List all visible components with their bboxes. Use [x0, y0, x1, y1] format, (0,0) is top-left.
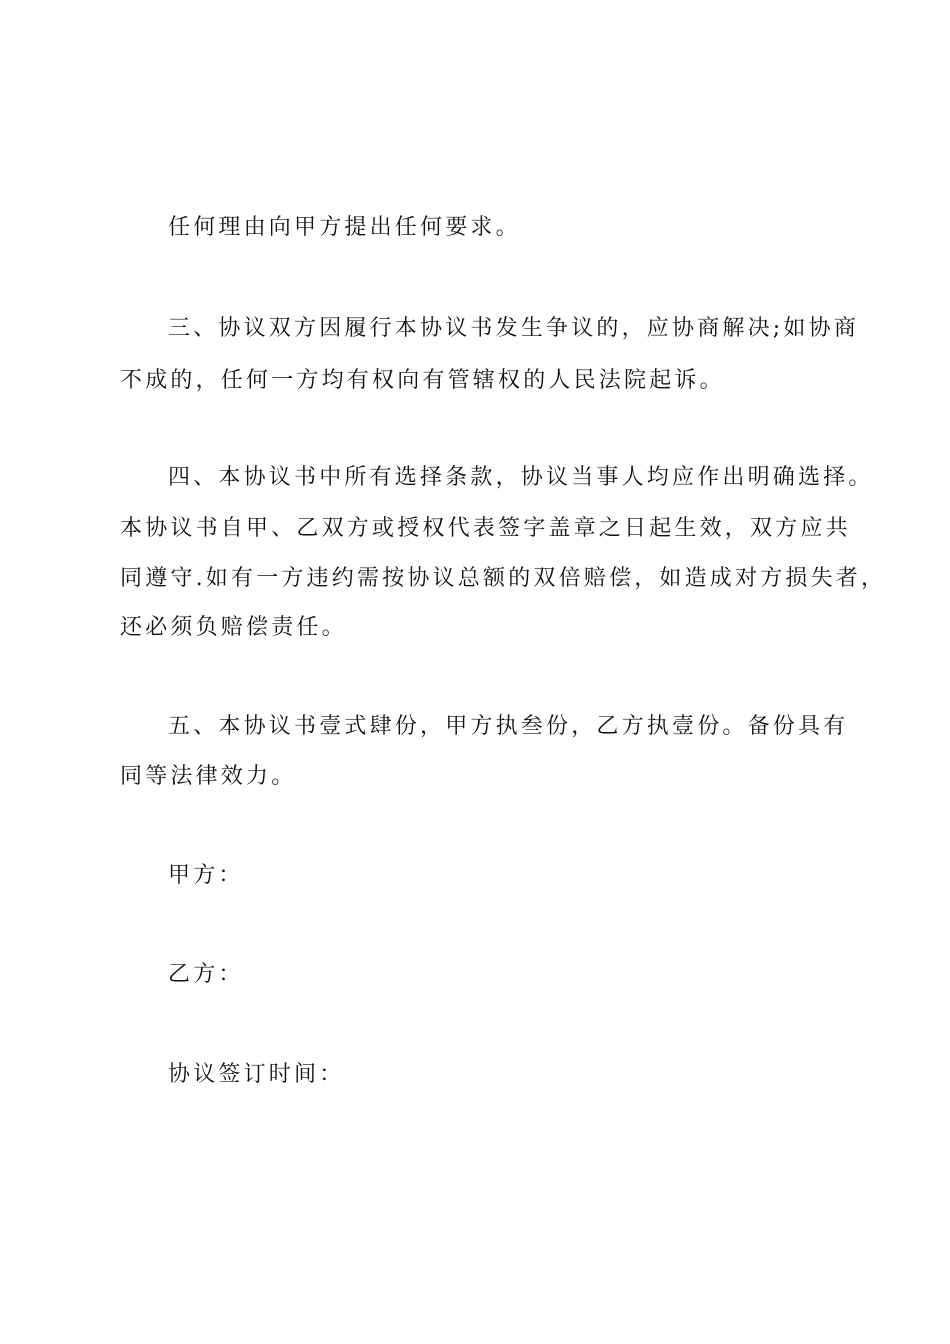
continuation-line: 任何理由向甲方提出任何要求。 [168, 215, 521, 240]
party-b-label: 乙方： [168, 962, 244, 987]
clause-5-line-1: 五、本协议书壹式肆份，甲方执叁份，乙方执壹份。备份具有 [168, 714, 849, 739]
clause-5-line-2: 同等法律效力。 [120, 764, 297, 789]
sign-date-label: 协议签订时间： [168, 1062, 345, 1087]
clause-4-line-3: 同遵守.如有一方违约需按协议总额的双倍赔偿，如造成对方损失者， [120, 566, 887, 591]
clause-3-line-1: 三、协议双方因履行本协议书发生争议的，应协商解决;如协商 [168, 316, 860, 341]
party-a-label: 甲方： [168, 863, 244, 888]
clause-4-line-2: 本协议书自甲、乙双方或授权代表签字盖章之日起生效，双方应共 [120, 516, 851, 541]
clause-3-line-2: 不成的，任何一方均有权向有管辖权的人民法院起诉。 [120, 368, 725, 393]
clause-4-line-1: 四、本协议书中所有选择条款，协议当事人均应作出明确选择。 [168, 465, 874, 490]
clause-4-line-4: 还必须负赔偿责任。 [120, 615, 347, 640]
